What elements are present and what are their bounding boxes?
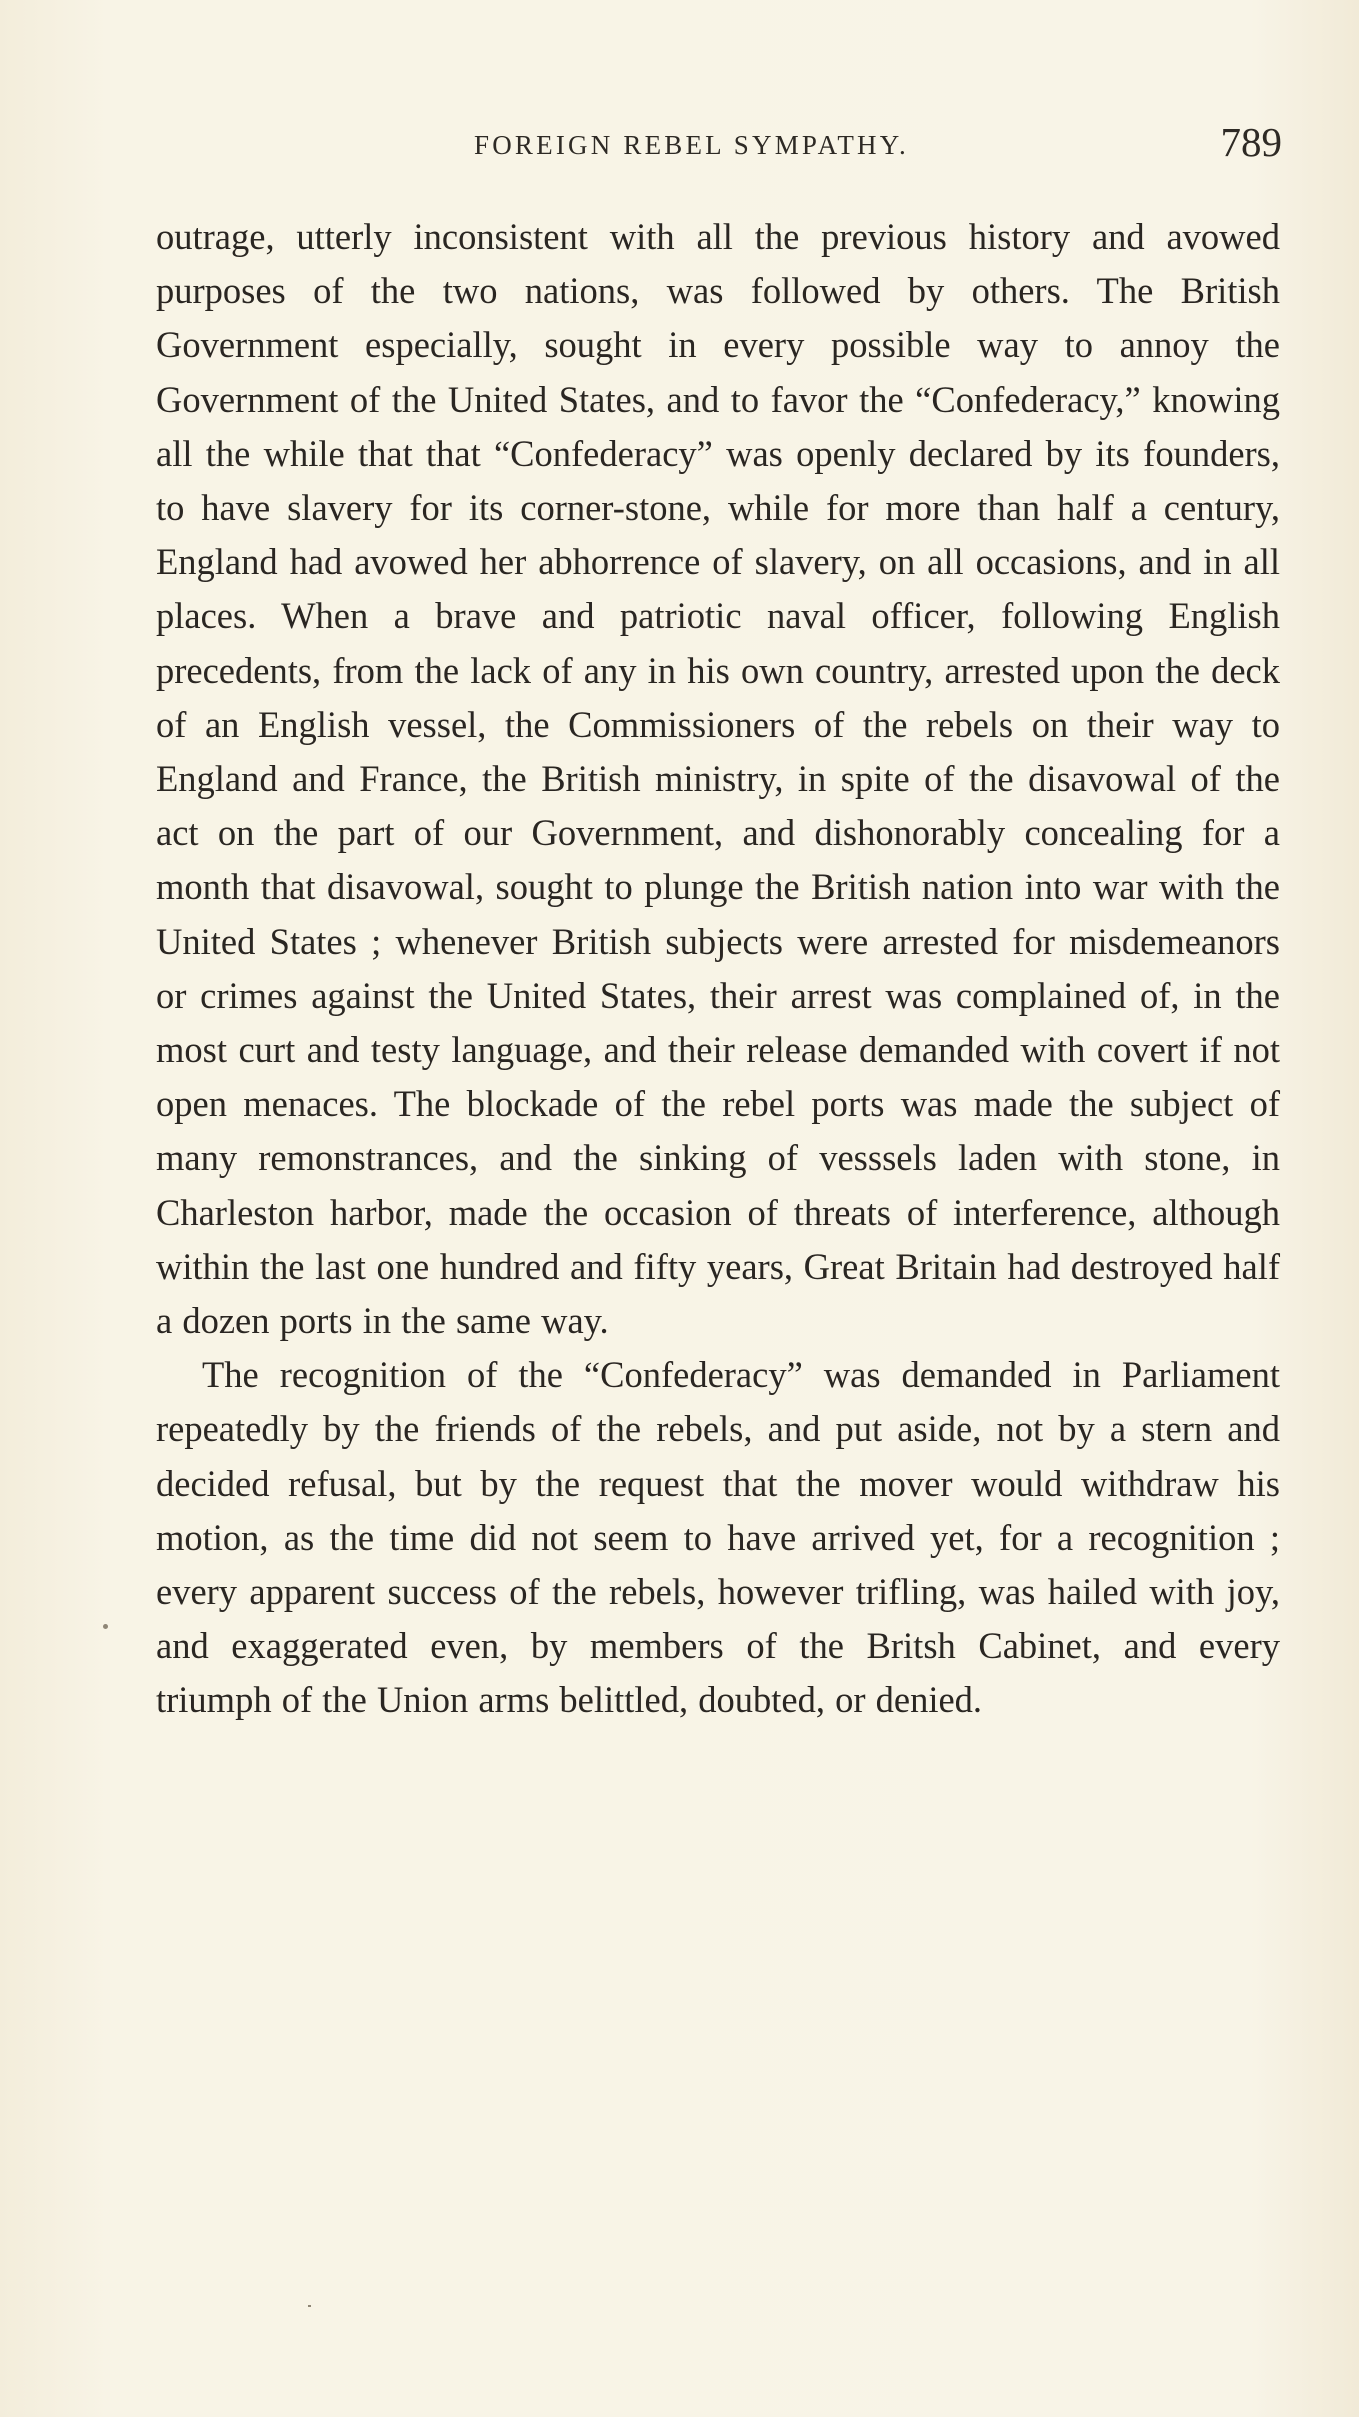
paper-speck: [308, 2305, 311, 2307]
paragraph-2: The recognition of the “Confederacy” was demanded in Parliament repeatedly by the friends of the rebels, and put aside, not by a stern and decided refusal, but by the request that the mover would withdraw his motion, as the time did not seem to have arrived yet, for a recognition ; every apparent success of the rebels, however trifling, was hailed with joy, and exaggerated even, by members of the Britsh Cabinet, and every triumph of the Union arms belittled, doubted, or denied.: [156, 1354, 1280, 1721]
page-number: 789: [1220, 119, 1282, 165]
body-text: [156, 210, 1280, 1728]
paragraph-1: outrage, utterly inconsistent with all the previous history and avowed purposes of the two nations, was followed by others. The British Government especially, sought in every possible way to annoy the Government of the United States, and to favor the “Confederacy,” knowing all the while that that “Confederacy” was openly declared by its founders, to have slavery for its corner-stone, while for more than half a century, England had avowed her abhorrence of slavery, on all occasions, and in all places. When a brave and patriotic naval officer, following English precedents, from the lack of any in his own country, arrested upon the deck of an English vessel, the Commissioners of the rebels on their way to England and France, the British ministry, in spite of the disavowal of the act on the part of our Government, and dishonorably concealing for a month that disavowal, sought to plunge the British nation into war with the United States ; whenever British subjects were arrested for misdemeanors or crimes against the United States, their arrest was complained of, in the most curt and testy language, and their release demanded with covert if not open menaces. The blockade of the rebel ports was made the subject of many remonstrances, and the sinking of vesssels laden with stone, in Charleston harbor, made the occasion of threats of interference, although within the last one hundred and fifty years, Great Britain had destroyed half a dozen ports in the same way.: [156, 216, 1280, 1342]
margin-mark: [103, 1624, 108, 1629]
running-head: [156, 118, 1296, 178]
running-title: FOREIGN REBEL SYMPATHY.: [474, 130, 909, 160]
